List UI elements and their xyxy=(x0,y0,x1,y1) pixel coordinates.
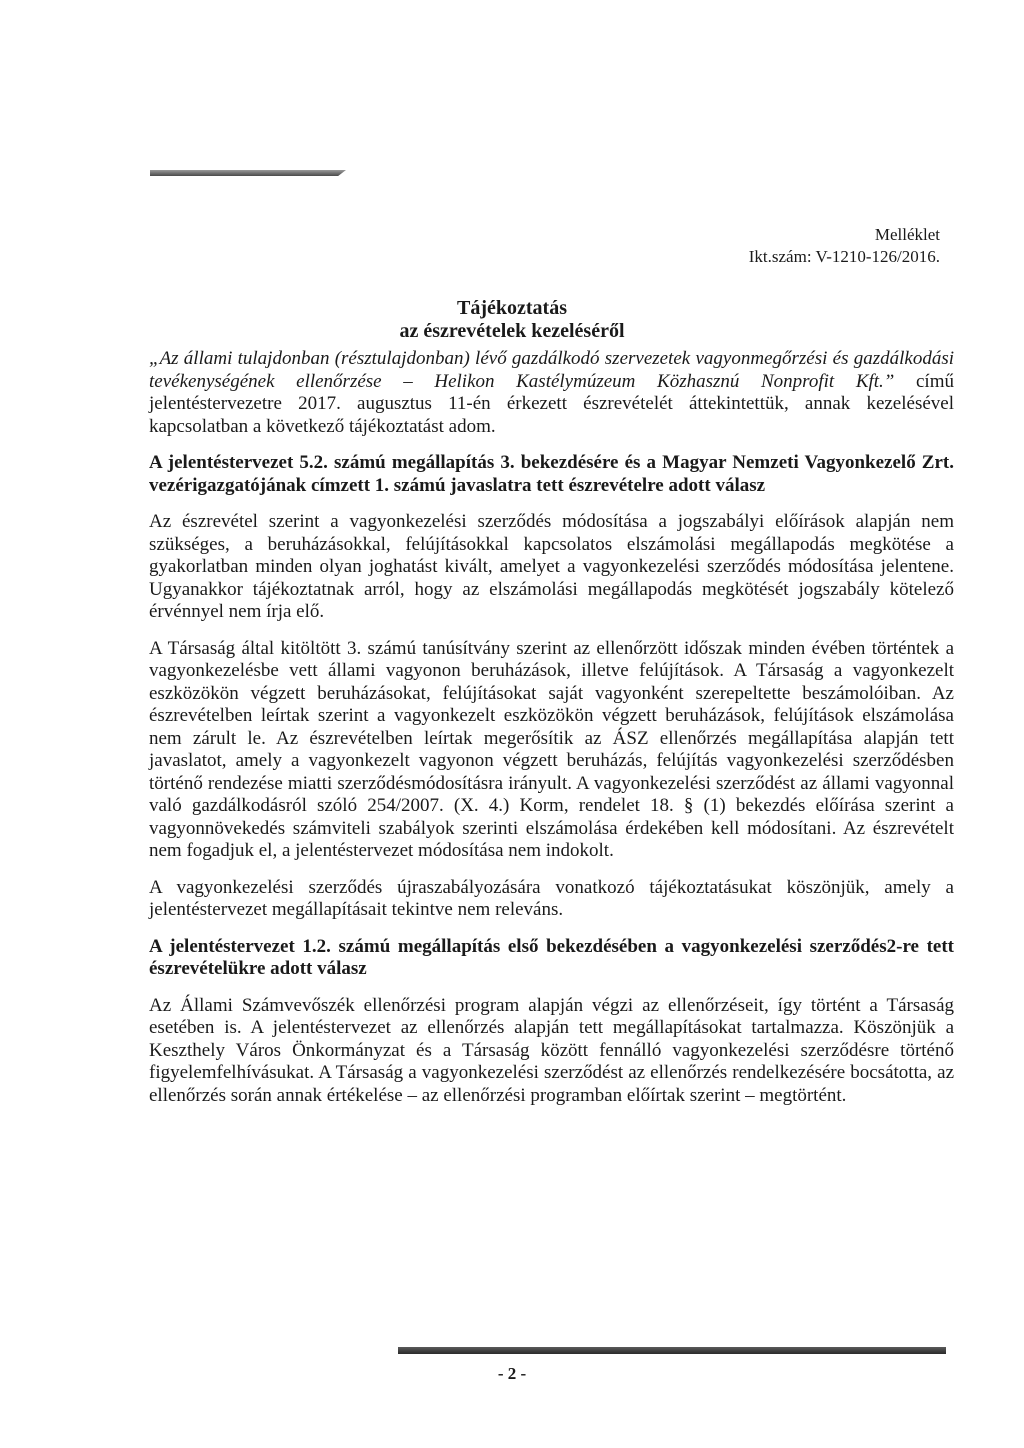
section-2-paragraph-1: Az Állami Számvevőszék ellenőrzési program alapján végzi az ellenőrzéseit, így történt a Társaság esetében is. A jelentéstervezet az ellenőrzés alapján tett megállapításokat tartalmazza. Köszönjük a Keszthely Város Önkormányzat és a Társaság között fennálló vagyonkezelési szerződésre történő figyelemfelhívásukat. A Társaság a vagyonkezelési szerződést az ellenőrzés rendelkezésére bocsátotta, az ellenőrzés során annak értékelése – az ellenőrzési programban előírtak szerint – megtörtént. xyxy=(149,994,954,1106)
header-rule xyxy=(150,170,346,176)
intro-paragraph xyxy=(149,348,954,438)
section-1-heading: A jelentéstervezet 5.2. számú megállapítás 3. bekezdésére és a Magyar Nemzeti Vagyonkezelő Zrt. vezérigazgatójának címzett 1. számú javaslatra tett észrevételre adott válasz xyxy=(149,452,954,496)
title-line-2: az észrevételek kezeléséről xyxy=(399,320,625,342)
section-1-paragraph-3: A vagyonkezelési szerződés újraszabályozására vonatkozó tájékoztatásukat köszönjük, amely a jelentéstervezet megállapításait tekintve nem releváns. xyxy=(149,876,954,920)
document-title xyxy=(0,297,1024,343)
document-body xyxy=(149,348,954,1121)
document-meta xyxy=(749,224,940,268)
page-number: - 2 - xyxy=(497,1364,527,1383)
section-2-heading: A jelentéstervezet 1.2. számú megállapítás első bekezdésében a vagyonkezelési szerződés2-re tett észrevételükre adott válasz xyxy=(149,935,954,979)
section-1-paragraph-1: Az észrevétel szerint a vagyonkezelési szerződés módosítása a jogszabályi előírások alapján nem szükséges, a beruházásokkal, felújításokkal kapcsolatos elszámolási megállapodás megkötése a gyakorlatban minden olyan joghatást kivált, amelyet a vagyonkezelési szerződés módosítása jelentene. Ugyanakkor tájékoztatnak arról, hogy az elszámolási megállapodás megkötését jogszabály kötelező érvénnyel nem írja elő. xyxy=(149,511,954,622)
footer-rule xyxy=(398,1347,946,1354)
title-line-1: Tájékoztatás xyxy=(457,297,567,319)
reference-number: Ikt.szám: V-1210-126/2016. xyxy=(748,247,940,266)
attachment-label: Melléklet xyxy=(874,225,940,244)
report-title-quote: „Az állami tulajdonban (résztulajdonban) lévő gazdálkodó szervezetek vagyonmegőrzési és gazdálkodási tevékenységének ellenőrzése – Helikon Kastélymúzeum Közhasznú Nonprofit Kft.” xyxy=(149,348,954,392)
section-1-paragraph-2: A Társaság által kitöltött 3. számú tanúsítvány szerint az ellenőrzött időszak minden évében történtek a vagyonkezelésbe vett állami vagyonon beruházások, illetve felújítások. A Társaság a vagyonkezelt eszközökön végzett beruházásokat, felújításokat saját vagyonként szerepeltette beszámolóiban. Az észrevételben leírtak szerint a vagyonkezelt eszközökön végzett beruházások, felújítások elszámolása nem zárult le. Az észrevételben leírtak megerősítik az ÁSZ ellenőrzés megállapítása alapján tett javaslatot, amely a vagyonkezelt vagyonon végzett beruházás, felújítás vagyonkezelési szerződésben történő rendezése miatti szerződésmódosításra irányult. A vagyonkezelési szerződést az állami vagyonnal való gazdálkodásról szóló 254/2007. (X. 4.) Korm, rendelet 18. § (1) bekezdés előírása szerint a vagyonnövekedés számviteli szabályok szerinti elszámolása érdekében kell módosítani. Az észrevételt nem fogadjuk el, a jelentéstervezet módosítása nem indokolt. xyxy=(149,637,954,861)
intro-text: című jelentéstervezetre 2017. augusztus 11-én érkezett észrevételét áttekintettük, annak kezelésével kapcsolatban a következő tájékoztatást adom. xyxy=(149,370,954,437)
